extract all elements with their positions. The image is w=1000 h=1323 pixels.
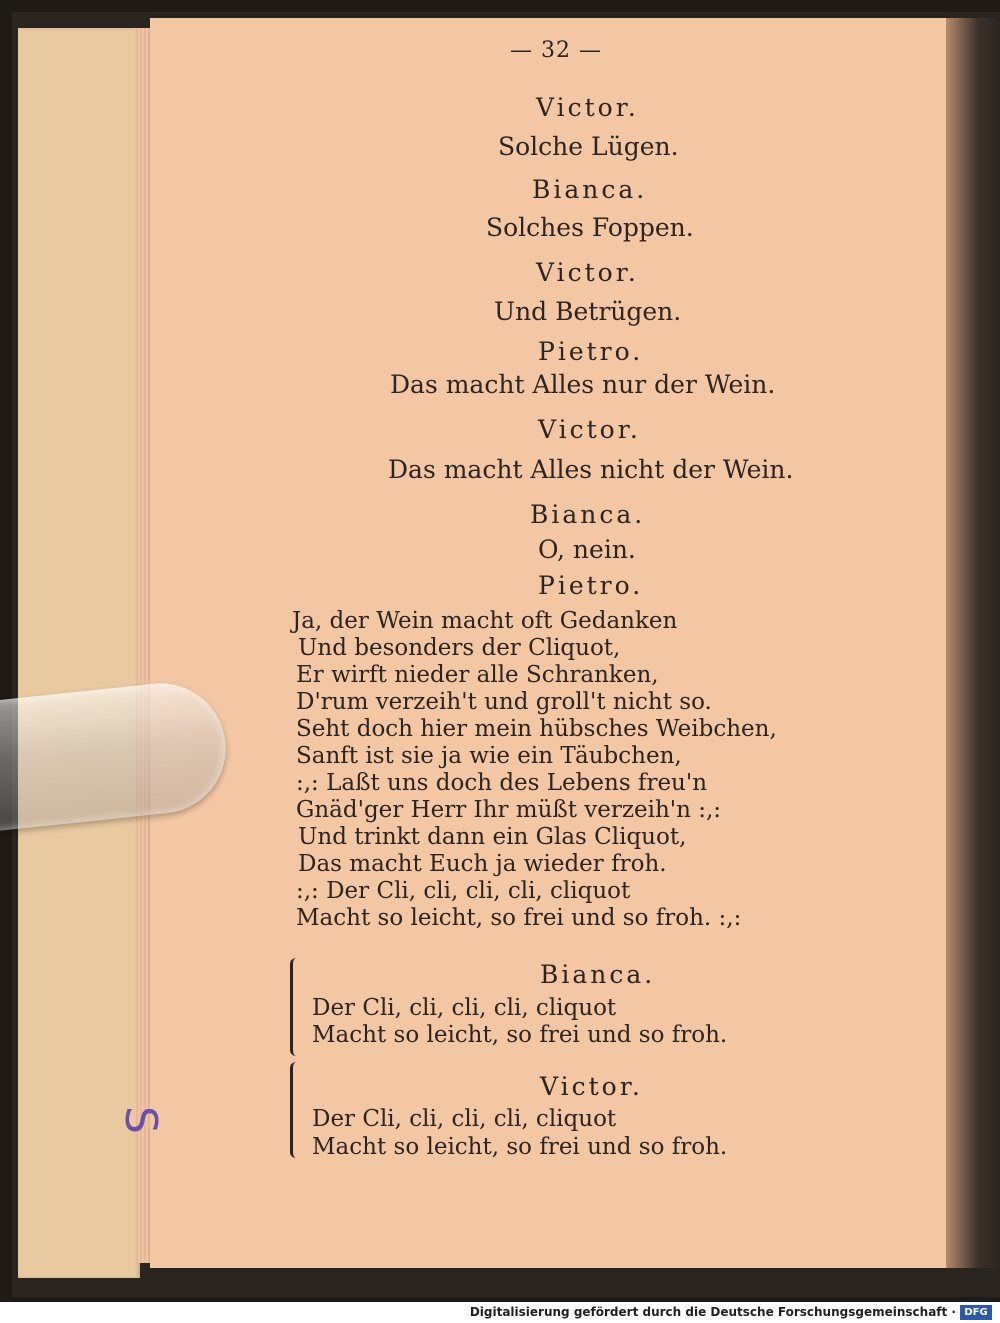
speaker-name: Victor. bbox=[540, 1072, 643, 1101]
verse-line: :,: Der Cli, cli, cli, cli, cliquot bbox=[296, 878, 631, 904]
book-gutter-shadow bbox=[946, 18, 1000, 1268]
verse-line: Das macht Euch ja wieder froh. bbox=[298, 851, 667, 877]
verse-line: :,: Laßt uns doch des Lebens freu'n bbox=[296, 770, 708, 796]
dfg-logo-icon: DFG bbox=[960, 1305, 992, 1320]
verse-line: Seht doch hier mein hübsches Weibchen, bbox=[296, 716, 777, 742]
verse-line: Ja, der Wein macht oft Gedanken bbox=[292, 608, 678, 634]
verse-line: Er wirft nieder alle Schranken, bbox=[296, 662, 659, 688]
speaker-name: Bianca. bbox=[532, 175, 648, 204]
footer-bar bbox=[0, 1302, 1000, 1323]
verse-line: Macht so leicht, so frei und so froh. bbox=[312, 1134, 728, 1160]
verse-line: Macht so leicht, so frei und so froh. :,: bbox=[296, 905, 742, 931]
verse-line: Der Cli, cli, cli, cli, cliquot bbox=[312, 1106, 617, 1132]
verse-line: D'rum verzeih't und groll't nicht so. bbox=[296, 689, 712, 715]
footer-credit: Digitalisierung gefördert durch die Deutsche Forschungsgemeinschaft · bbox=[469, 1305, 956, 1319]
book-cover-flap bbox=[18, 28, 140, 1278]
dialogue-line: Das macht Alles nicht der Wein. bbox=[388, 455, 794, 484]
verse-brace bbox=[290, 958, 303, 1056]
speaker-name: Bianca. bbox=[540, 960, 656, 989]
speaker-name: Pietro. bbox=[538, 337, 644, 366]
verse-line: Gnäd'ger Herr Ihr müßt verzeih'n :,: bbox=[296, 797, 722, 823]
library-stamp: S bbox=[115, 1106, 166, 1134]
speaker-name: Victor. bbox=[536, 93, 639, 122]
dialogue-line: Solche Lügen. bbox=[498, 132, 679, 161]
verse-brace bbox=[290, 1062, 303, 1158]
dialogue-line: Solches Foppen. bbox=[486, 213, 694, 242]
verse-line: Und besonders der Cliquot, bbox=[298, 635, 621, 661]
speaker-name: Pietro. bbox=[538, 571, 644, 600]
speaker-name: Victor. bbox=[536, 258, 639, 287]
speaker-name: Victor. bbox=[538, 415, 641, 444]
dialogue-line: Das macht Alles nur der Wein. bbox=[390, 370, 776, 399]
dialogue-line: O, nein. bbox=[538, 535, 636, 564]
verse-line: Und trinkt dann ein Glas Cliquot, bbox=[298, 824, 687, 850]
verse-line: Sanft ist sie ja wie ein Täubchen, bbox=[296, 743, 682, 769]
page-number: — 32 — bbox=[510, 38, 602, 63]
verse-line: Macht so leicht, so frei und so froh. bbox=[312, 1022, 728, 1048]
speaker-name: Bianca. bbox=[530, 500, 646, 529]
dialogue-line: Und Betrügen. bbox=[494, 297, 682, 326]
verse-line: Der Cli, cli, cli, cli, cliquot bbox=[312, 995, 617, 1021]
